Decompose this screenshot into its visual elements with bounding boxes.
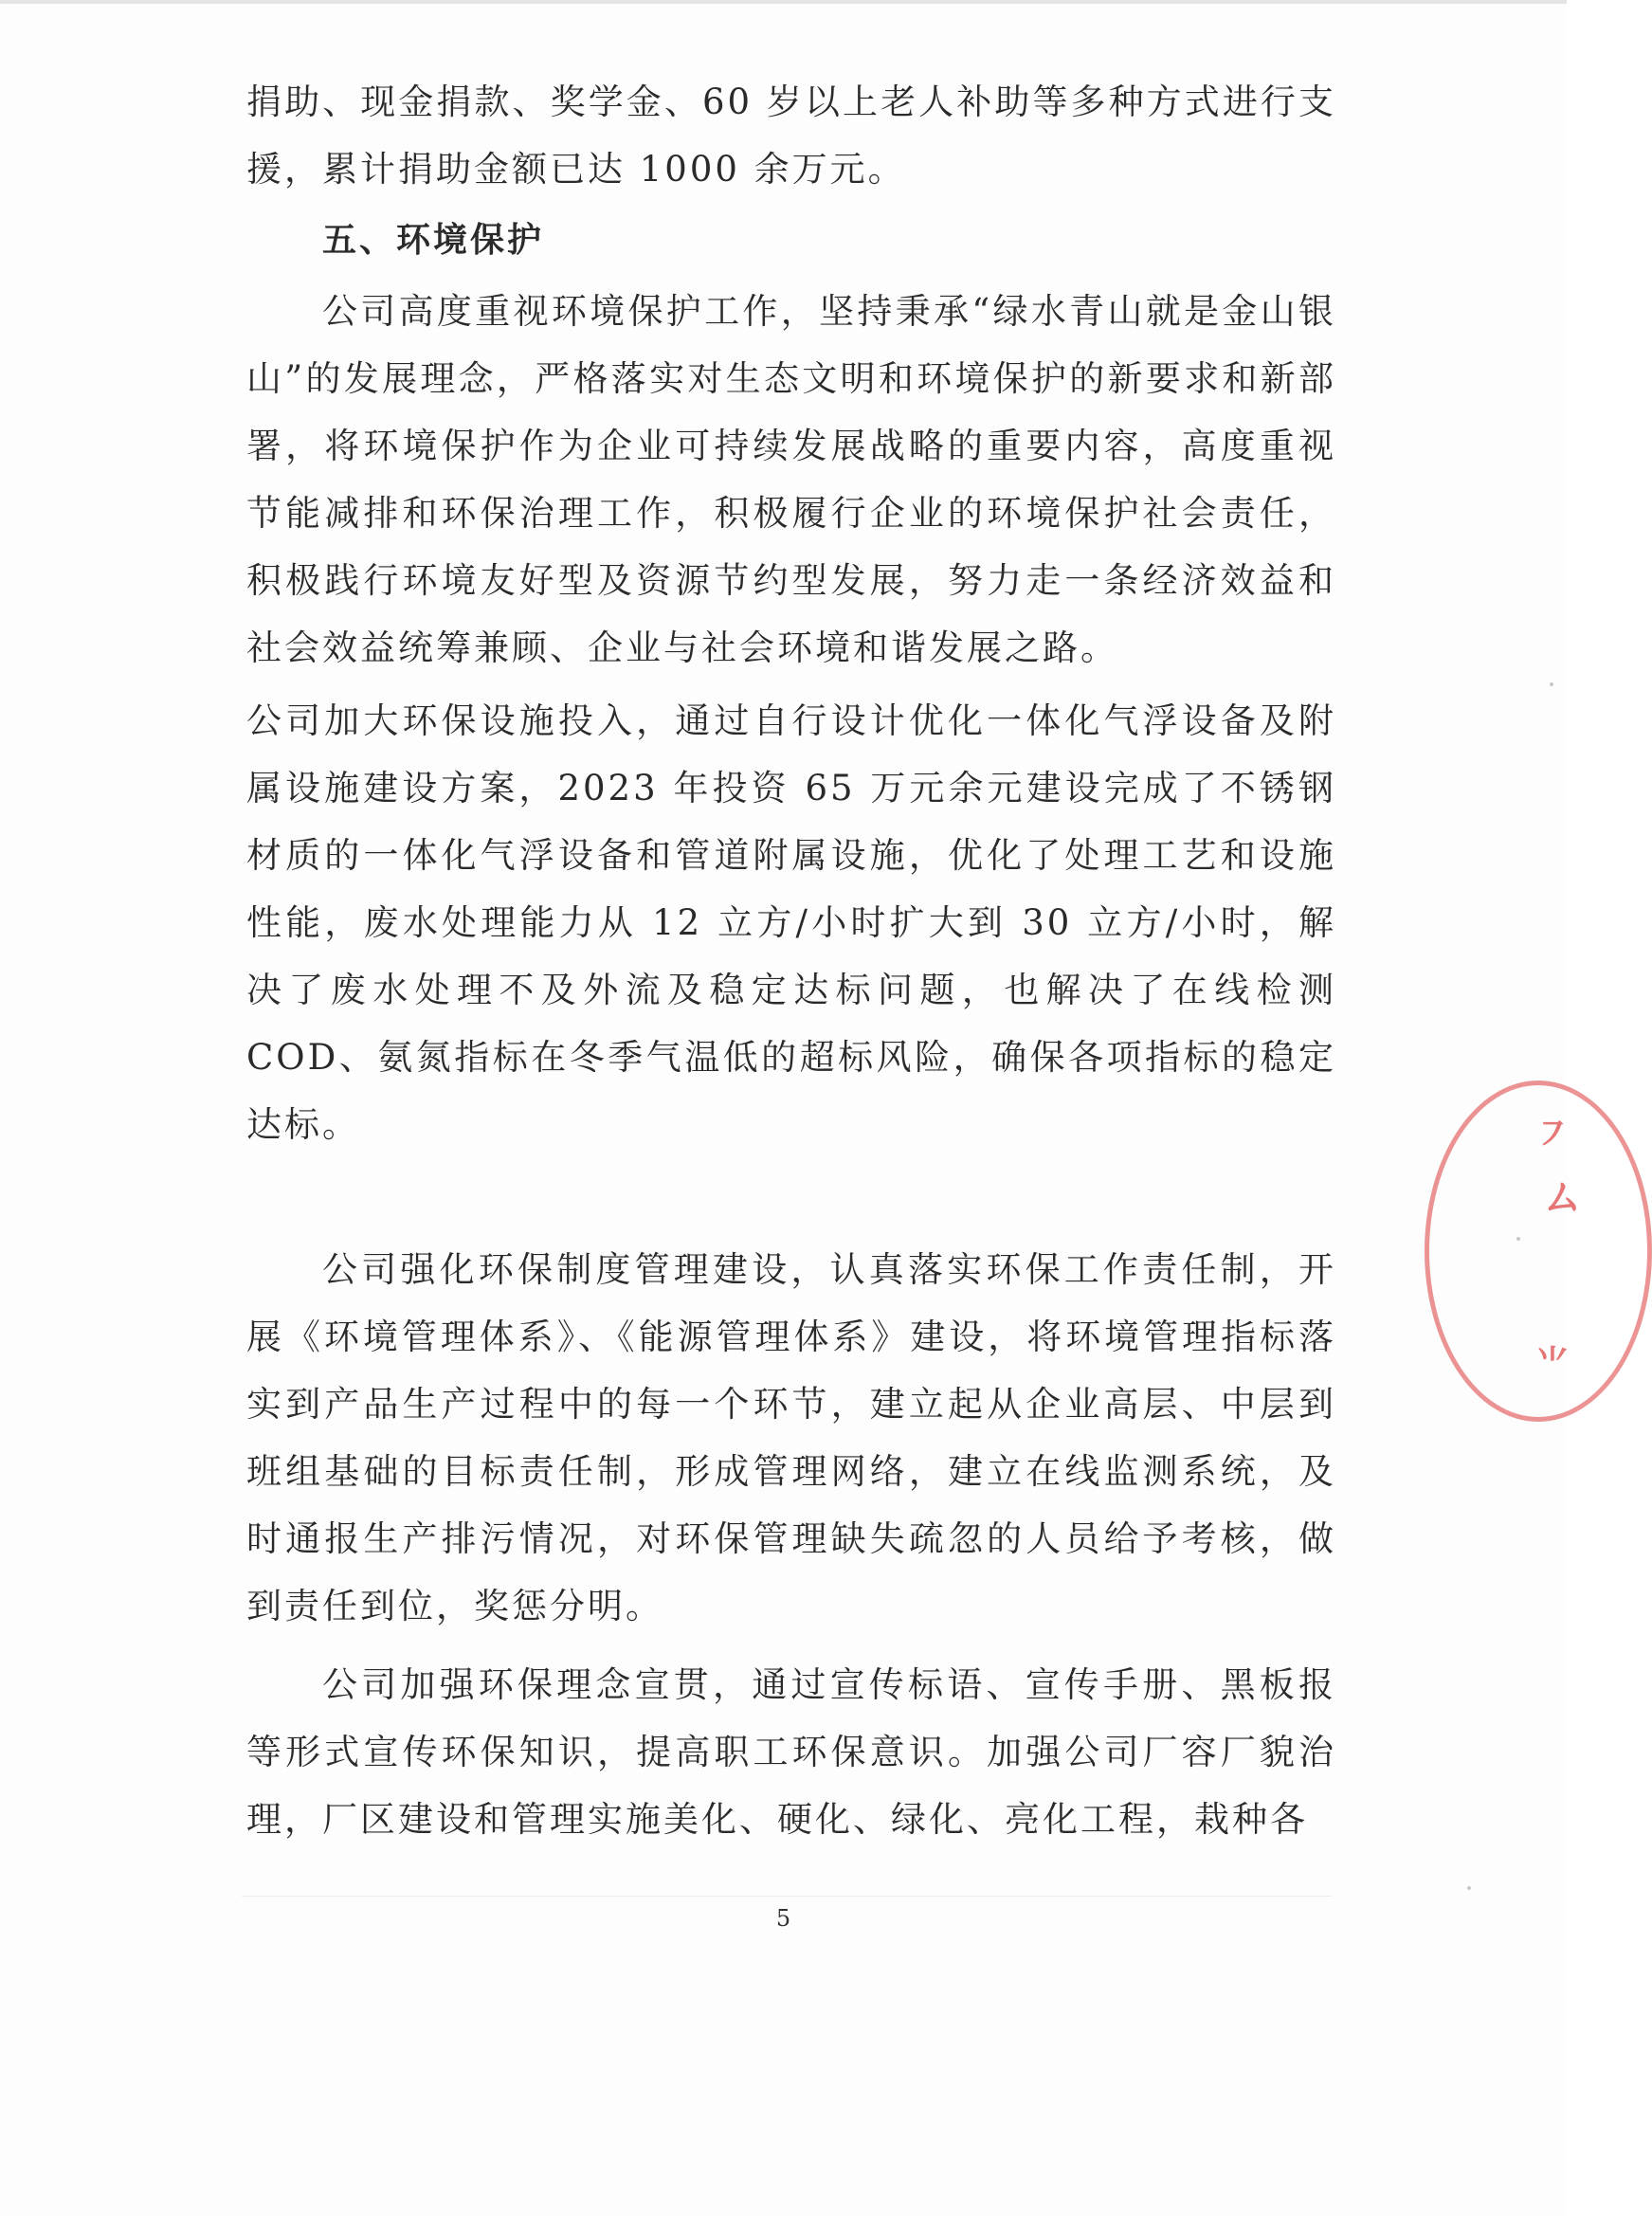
footer-divider xyxy=(242,1896,1332,1897)
paragraph-env-overview: 公司高度重视环境保护工作，坚持秉承“绿水青山就是金山银山”的发展理念，严格落实对生态文明和环境保护的新要求和新部署，将环境保护作为企业可持续发展战略的重要内容，高度重视节能减排和环保治理工作，积极履行企业的环境保护社会责任，积极践行环境友好型及资源节约型发展，努力走一条经济效益和社会效益统筹兼顾、企业与社会环境和谐发展之路。 xyxy=(246,291,1336,668)
document-body xyxy=(246,68,1336,1853)
seal-fragment-icon: ㇇ xyxy=(1534,1113,1571,1156)
seal-fragment-icon: ⺌ xyxy=(1535,1344,1570,1383)
paragraph-donation-tail: 捐助、现金捐款、奖学金、60 岁以上老人补助等多种方式进行支援，累计捐助金额已达 1000 余万元。 xyxy=(246,82,1336,190)
seal-fragment-icon: ㄙ xyxy=(1540,1170,1584,1221)
scan-speck xyxy=(1550,682,1553,686)
paragraph-env-awareness: 公司加强环保理念宣贯，通过宣传标语、宣传手册、黑板报等形式宣传环保知识，提高职工环保意识。加强公司厂容厂貌治理，厂区建设和管理实施美化、硬化、绿化、亮化工程，栽种各 xyxy=(246,1664,1336,1840)
page-number: 5 xyxy=(775,1905,791,1932)
paragraph-env-management: 公司强化环保制度管理建设，认真落实环保工作责任制，开展《环境管理体系》、《能源管理体系》建设，将环境管理指标落实到产品生产过程中的每一个环节，建立起从企业高层、中层到班组基础的目标责任制，形成管理网络，建立在线监测系统，及时通报生产排污情况，对环保管理缺失疏忽的人员给予考核，做到责任到位，奖惩分明。 xyxy=(246,1249,1336,1626)
section-heading: 五、环境保护 xyxy=(322,221,545,260)
scan-top-edge xyxy=(0,0,1567,4)
scan-speck xyxy=(1467,1886,1471,1890)
paragraph-env-investment: 公司加大环保设施投入，通过自行设计优化一体化气浮设备及附属设施建设方案，2023 年投资 65 万元余元建设完成了不锈钢材质的一体化气浮设备和管道附属设施，优化了处理工艺和设施性能，废水处理能力从 12 立方/小时扩大到 30 立方/小时，解决了废水处理不及外流及稳定达标问题，也解决了在线检测 COD、氨氮指标在冬季气温低的超标风险，确保各项指标的稳定达标。 xyxy=(246,700,1336,1145)
